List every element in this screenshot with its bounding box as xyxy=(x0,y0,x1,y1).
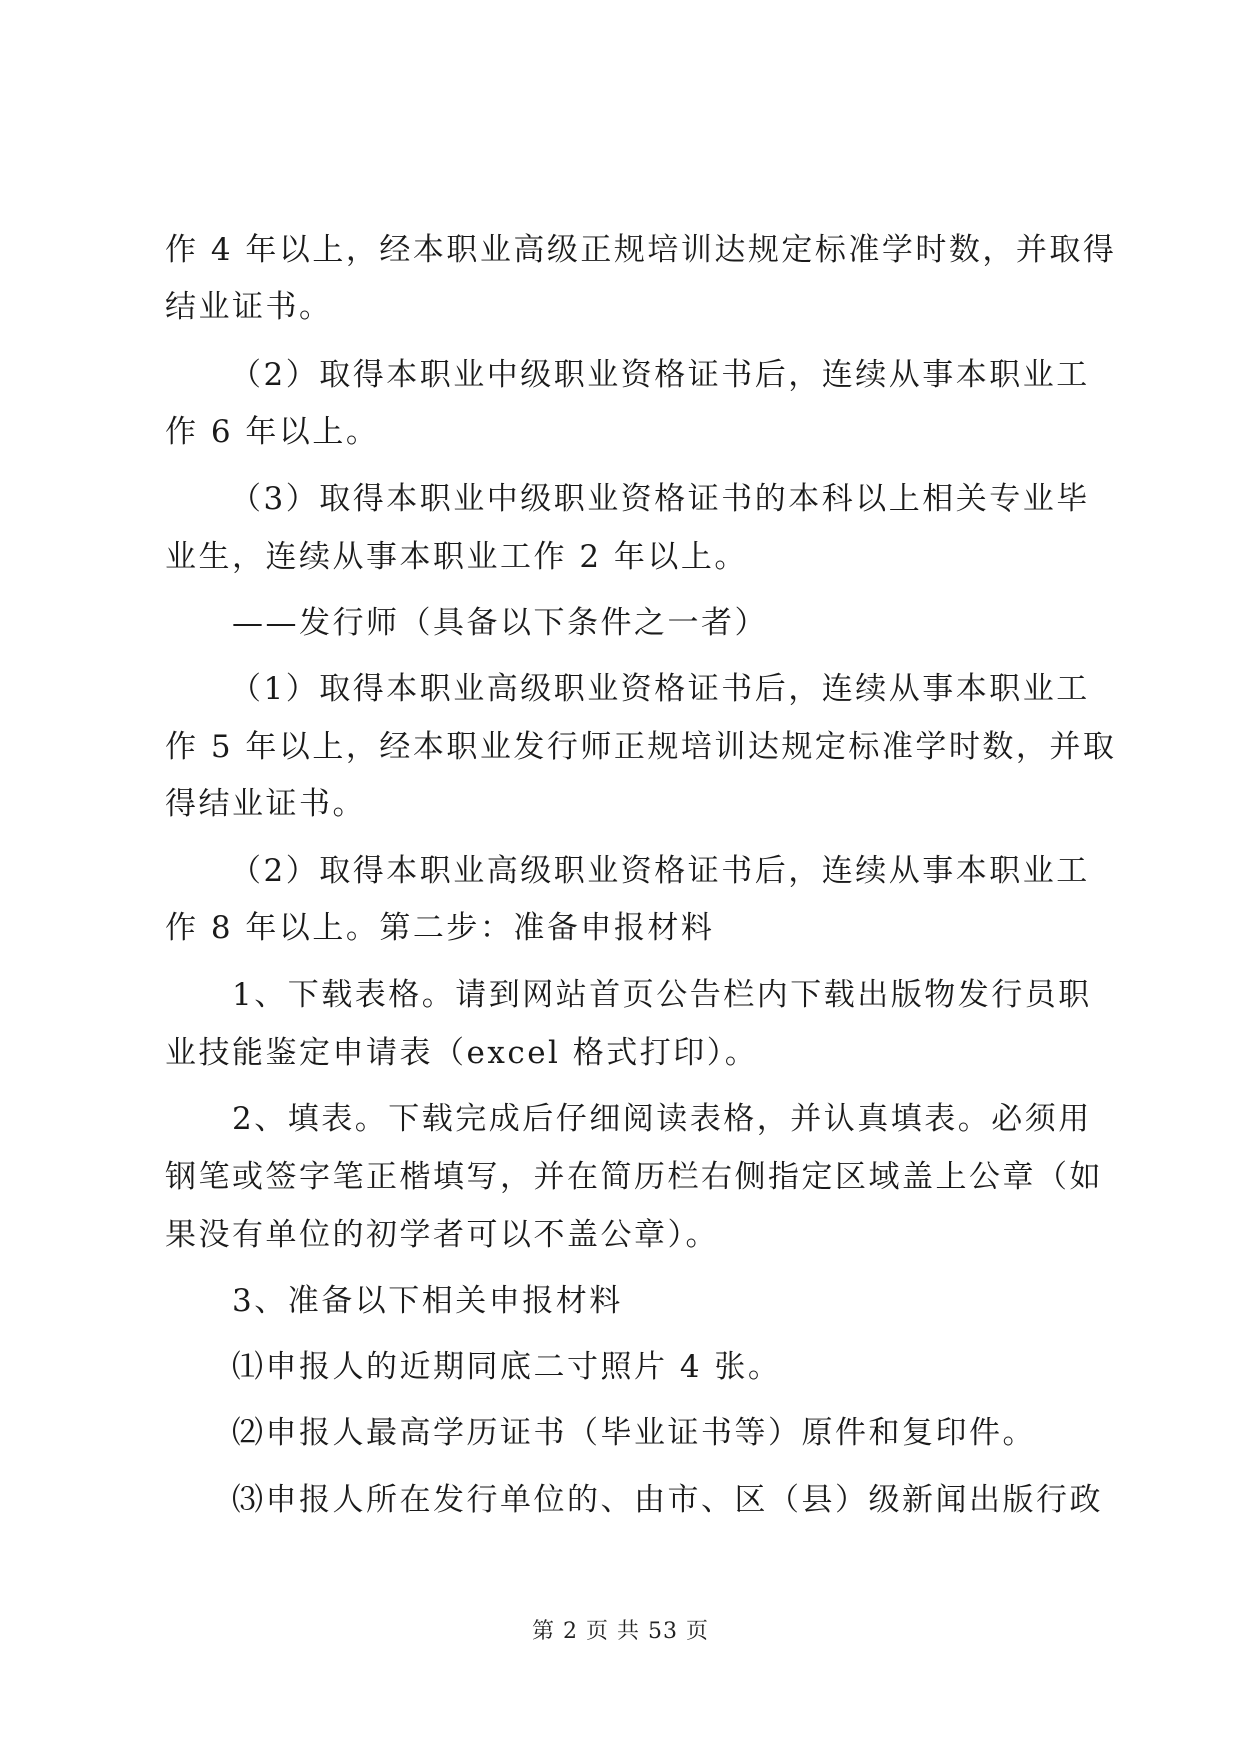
text-line: （1）取得本职业高级职业资格证书后，连续从事本职业工 xyxy=(230,671,1090,707)
section-heading: ——发行师（具备以下条件之一者） xyxy=(232,605,768,641)
list-item: ⑴申报人的近期同底二寸照片 4 张。 xyxy=(232,1349,782,1385)
text-line: 结业证书。 xyxy=(165,289,333,325)
text-line: 作 5 年以上，经本职业发行师正规培训达规定标准学时数，并取 xyxy=(165,729,1117,765)
text-line: 得结业证书。 xyxy=(165,786,366,822)
text-line: 作 8 年以上。第二步：准备申报材料 xyxy=(165,910,715,946)
text-line: （3）取得本职业中级职业资格证书的本科以上相关专业毕 xyxy=(230,481,1090,517)
text-line: 作 6 年以上。 xyxy=(165,414,380,450)
text-line: （2）取得本职业中级职业资格证书后，连续从事本职业工 xyxy=(230,357,1090,393)
text-line: 果没有单位的初学者可以不盖公章）。 xyxy=(165,1217,719,1253)
list-item: ⑵申报人最高学历证书（毕业证书等）原件和复印件。 xyxy=(232,1415,1036,1451)
text-line: 2、填表。下载完成后仔细阅读表格，并认真填表。必须用 xyxy=(232,1101,1092,1137)
text-line: （2）取得本职业高级职业资格证书后，连续从事本职业工 xyxy=(230,853,1090,889)
text-line: 钢笔或签字笔正楷填写，并在简历栏右侧指定区域盖上公章（如 xyxy=(165,1159,1103,1195)
list-item: ⑶申报人所在发行单位的、由市、区（县）级新闻出版行政 xyxy=(232,1482,1103,1518)
text-line: 3、准备以下相关申报材料 xyxy=(232,1283,623,1319)
page-number-footer: 第 2 页 共 53 页 xyxy=(532,1619,709,1644)
text-line: 1、下载表格。请到网站首页公告栏内下载出版物发行员职 xyxy=(232,977,1092,1013)
text-line: 业生，连续从事本职业工作 2 年以上。 xyxy=(165,539,748,575)
text-line: 业技能鉴定申请表（excel 格式打印）。 xyxy=(165,1035,759,1071)
text-line: 作 4 年以上，经本职业高级正规培训达规定标准学时数，并取得 xyxy=(165,232,1117,268)
